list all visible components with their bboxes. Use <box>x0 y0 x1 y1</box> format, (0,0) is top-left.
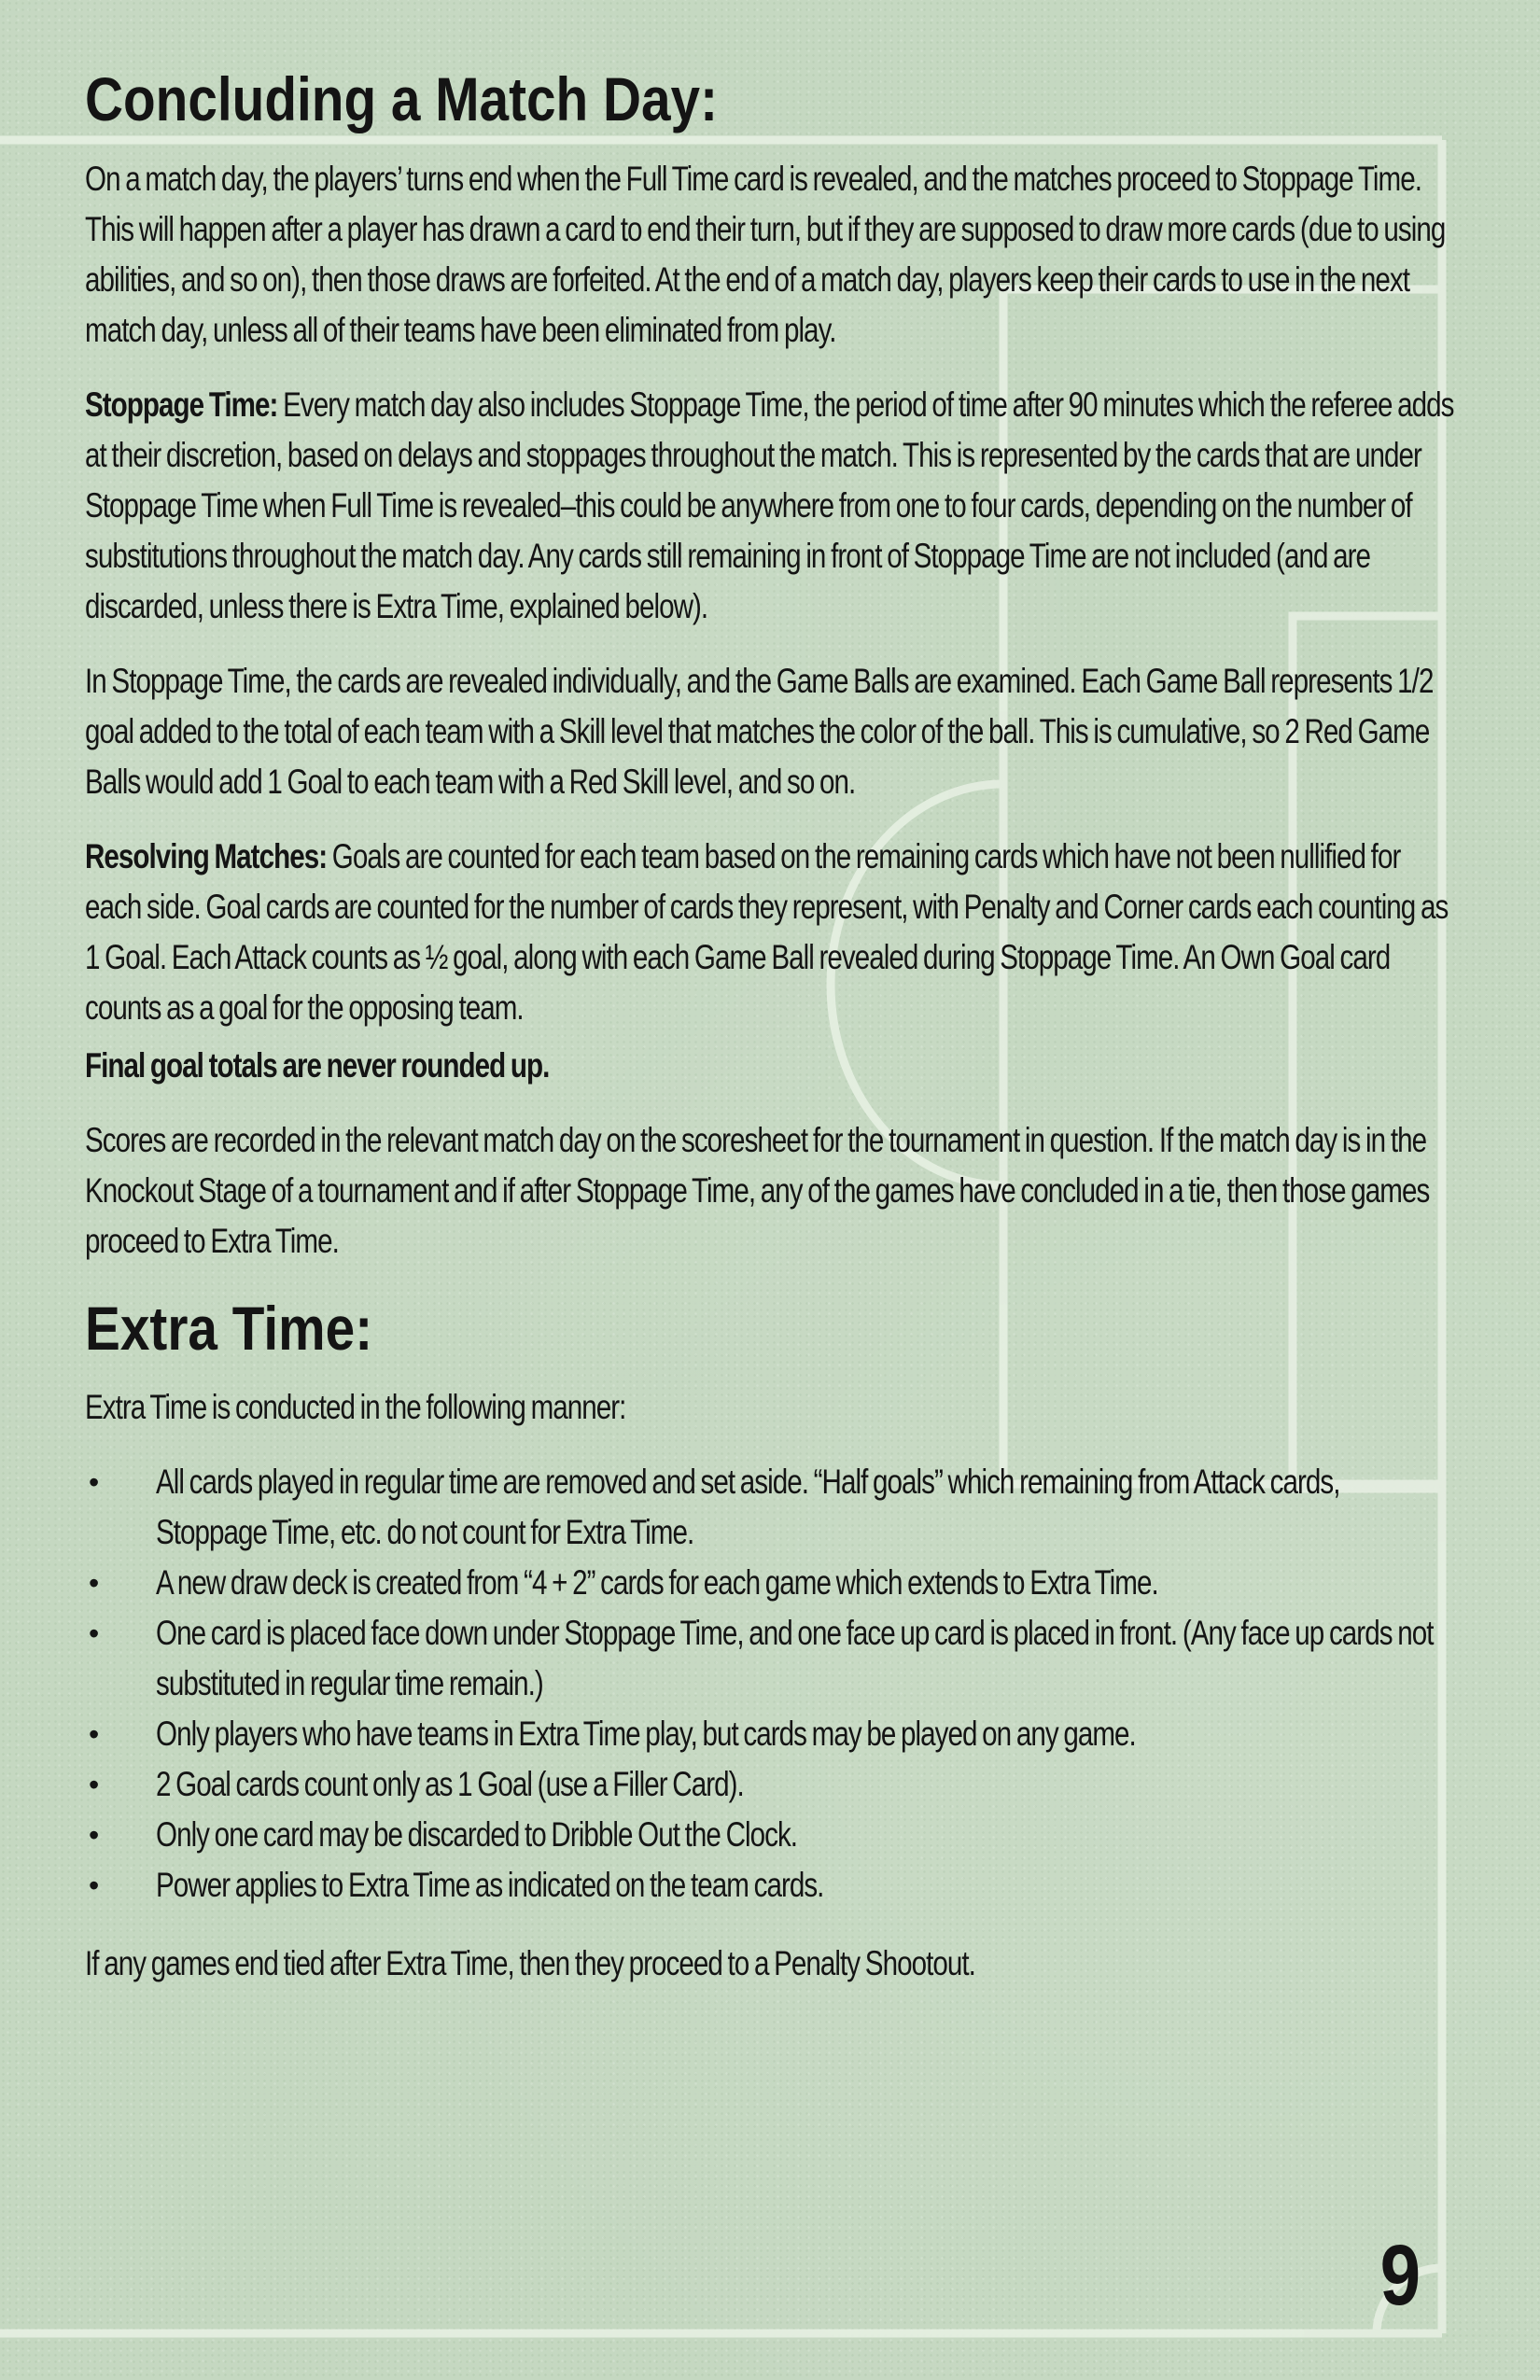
bullet-icon: • <box>89 1617 100 1651</box>
section-title-concluding-match-day: Concluding a Match Day: <box>85 64 719 133</box>
bullet-icon: • <box>89 1717 100 1752</box>
bullet-icon: • <box>89 1768 100 1802</box>
section-title-extra-time: Extra Time: <box>85 1293 373 1363</box>
list-item <box>85 1860 1466 1911</box>
bullet-icon: • <box>89 1818 100 1853</box>
paragraph-scores-recorded: Scores are recorded in the relevant match day on the scoresheet for the tournament in question. If the match day is in the Knockout Stage of a tournament and if after Stoppage Time, any of the games have concluded in a tie, then those games proceed to Extra Time. <box>85 1120 1430 1260</box>
list-item-text: All cards played in regular time are removed and set aside. “Half goals” which remaining from Attack cards, Stoppage Time, etc. do not count for Extra Time. <box>156 1463 1340 1552</box>
paragraph-extra-time-intro: Extra Time is conducted in the following manner: <box>85 1388 626 1427</box>
list-item <box>85 1608 1466 1709</box>
list-item-text: One card is placed face down under Stoppage Time, and one face up card is placed in front. (Any face up cards not substituted in regular time remain.) <box>156 1614 1434 1703</box>
list-item <box>85 1810 1466 1860</box>
list-item <box>85 1759 1466 1810</box>
list-item-text: Only one card may be discarded to Dribble Out the Clock. <box>156 1815 798 1855</box>
list-item-text: 2 Goal cards count only as 1 Goal (use a Filler Card). <box>156 1765 744 1804</box>
stoppage-time-body: Every match day also includes Stoppage Time, the period of time after 90 minutes which the referee adds at their discretion, based on delays and stoppages throughout the match. This is represented by the cards that are under Stoppage Time when Full Time is revealed–this could be anywhere from one to four cards, depending on the number of substitutions throughout the match day. Any cards still remaining in front of Stoppage Time are not included (and are discarded, unless there is Extra Time, explained below). <box>85 385 1454 625</box>
paragraph-resolving-matches <box>85 832 1459 1033</box>
list-item <box>85 1457 1466 1558</box>
paragraph-match-day-end: On a match day, the players’ turns end when the Full Time card is revealed, and the matches proceed to Stoppage Time. This will happen after a player has drawn a card to end their turn, but if they are supposed to draw more cards (due to using abilities, and so on), then those draws are forfeited. At the end of a match day, players keep their cards to use in the next match day, unless all of their teams have been eliminated from play. <box>85 159 1446 349</box>
rulebook-page <box>85 65 1466 2013</box>
paragraph-game-balls: In Stoppage Time, the cards are revealed individually, and the Game Balls are examined. Each Game Ball represents 1/2 goal added to the total of each team with a Skill level that matches the color of the ball. This is cumulative, so 2 Red Game Balls would add 1 Goal to each team with a Red Skill level, and so on. <box>85 661 1434 801</box>
bullet-icon: • <box>89 1566 100 1601</box>
stoppage-time-lead: Stoppage Time: <box>85 385 278 424</box>
list-item <box>85 1709 1466 1759</box>
resolving-matches-body: Goals are counted for each team based on the remaining cards which have not been nullified for each side. Goal cards are counted for the number of cards they represent, with Penalty and Corner cards each counting as 1 Goal. Each Attack counts as ½ goal, along with each Game Ball revealed during Stoppage Time. An Own Goal card counts as a goal for the opposing team. <box>85 836 1449 1027</box>
list-item-text: Only players who have teams in Extra Time play, but cards may be played on any game. <box>156 1715 1136 1754</box>
extra-time-rules-list <box>85 1457 1466 1911</box>
bullet-icon: • <box>89 1869 100 1903</box>
paragraph-stoppage-time <box>85 380 1459 632</box>
resolving-matches-lead: Resolving Matches: <box>85 836 328 875</box>
list-item-text: A new draw deck is created from “4 + 2” cards for each game which extends to Extra Time. <box>156 1563 1158 1603</box>
page-number: 9 <box>1379 2228 1421 2323</box>
list-item <box>85 1558 1466 1608</box>
list-item-text: Power applies to Extra Time as indicated on the team cards. <box>156 1866 824 1905</box>
final-goal-note: Final goal totals are never rounded up. <box>85 1045 550 1085</box>
paragraph-penalty-shootout: If any games end tied after Extra Time, then they proceed to a Penalty Shootout. <box>85 1944 975 1983</box>
bullet-icon: • <box>89 1465 100 1500</box>
